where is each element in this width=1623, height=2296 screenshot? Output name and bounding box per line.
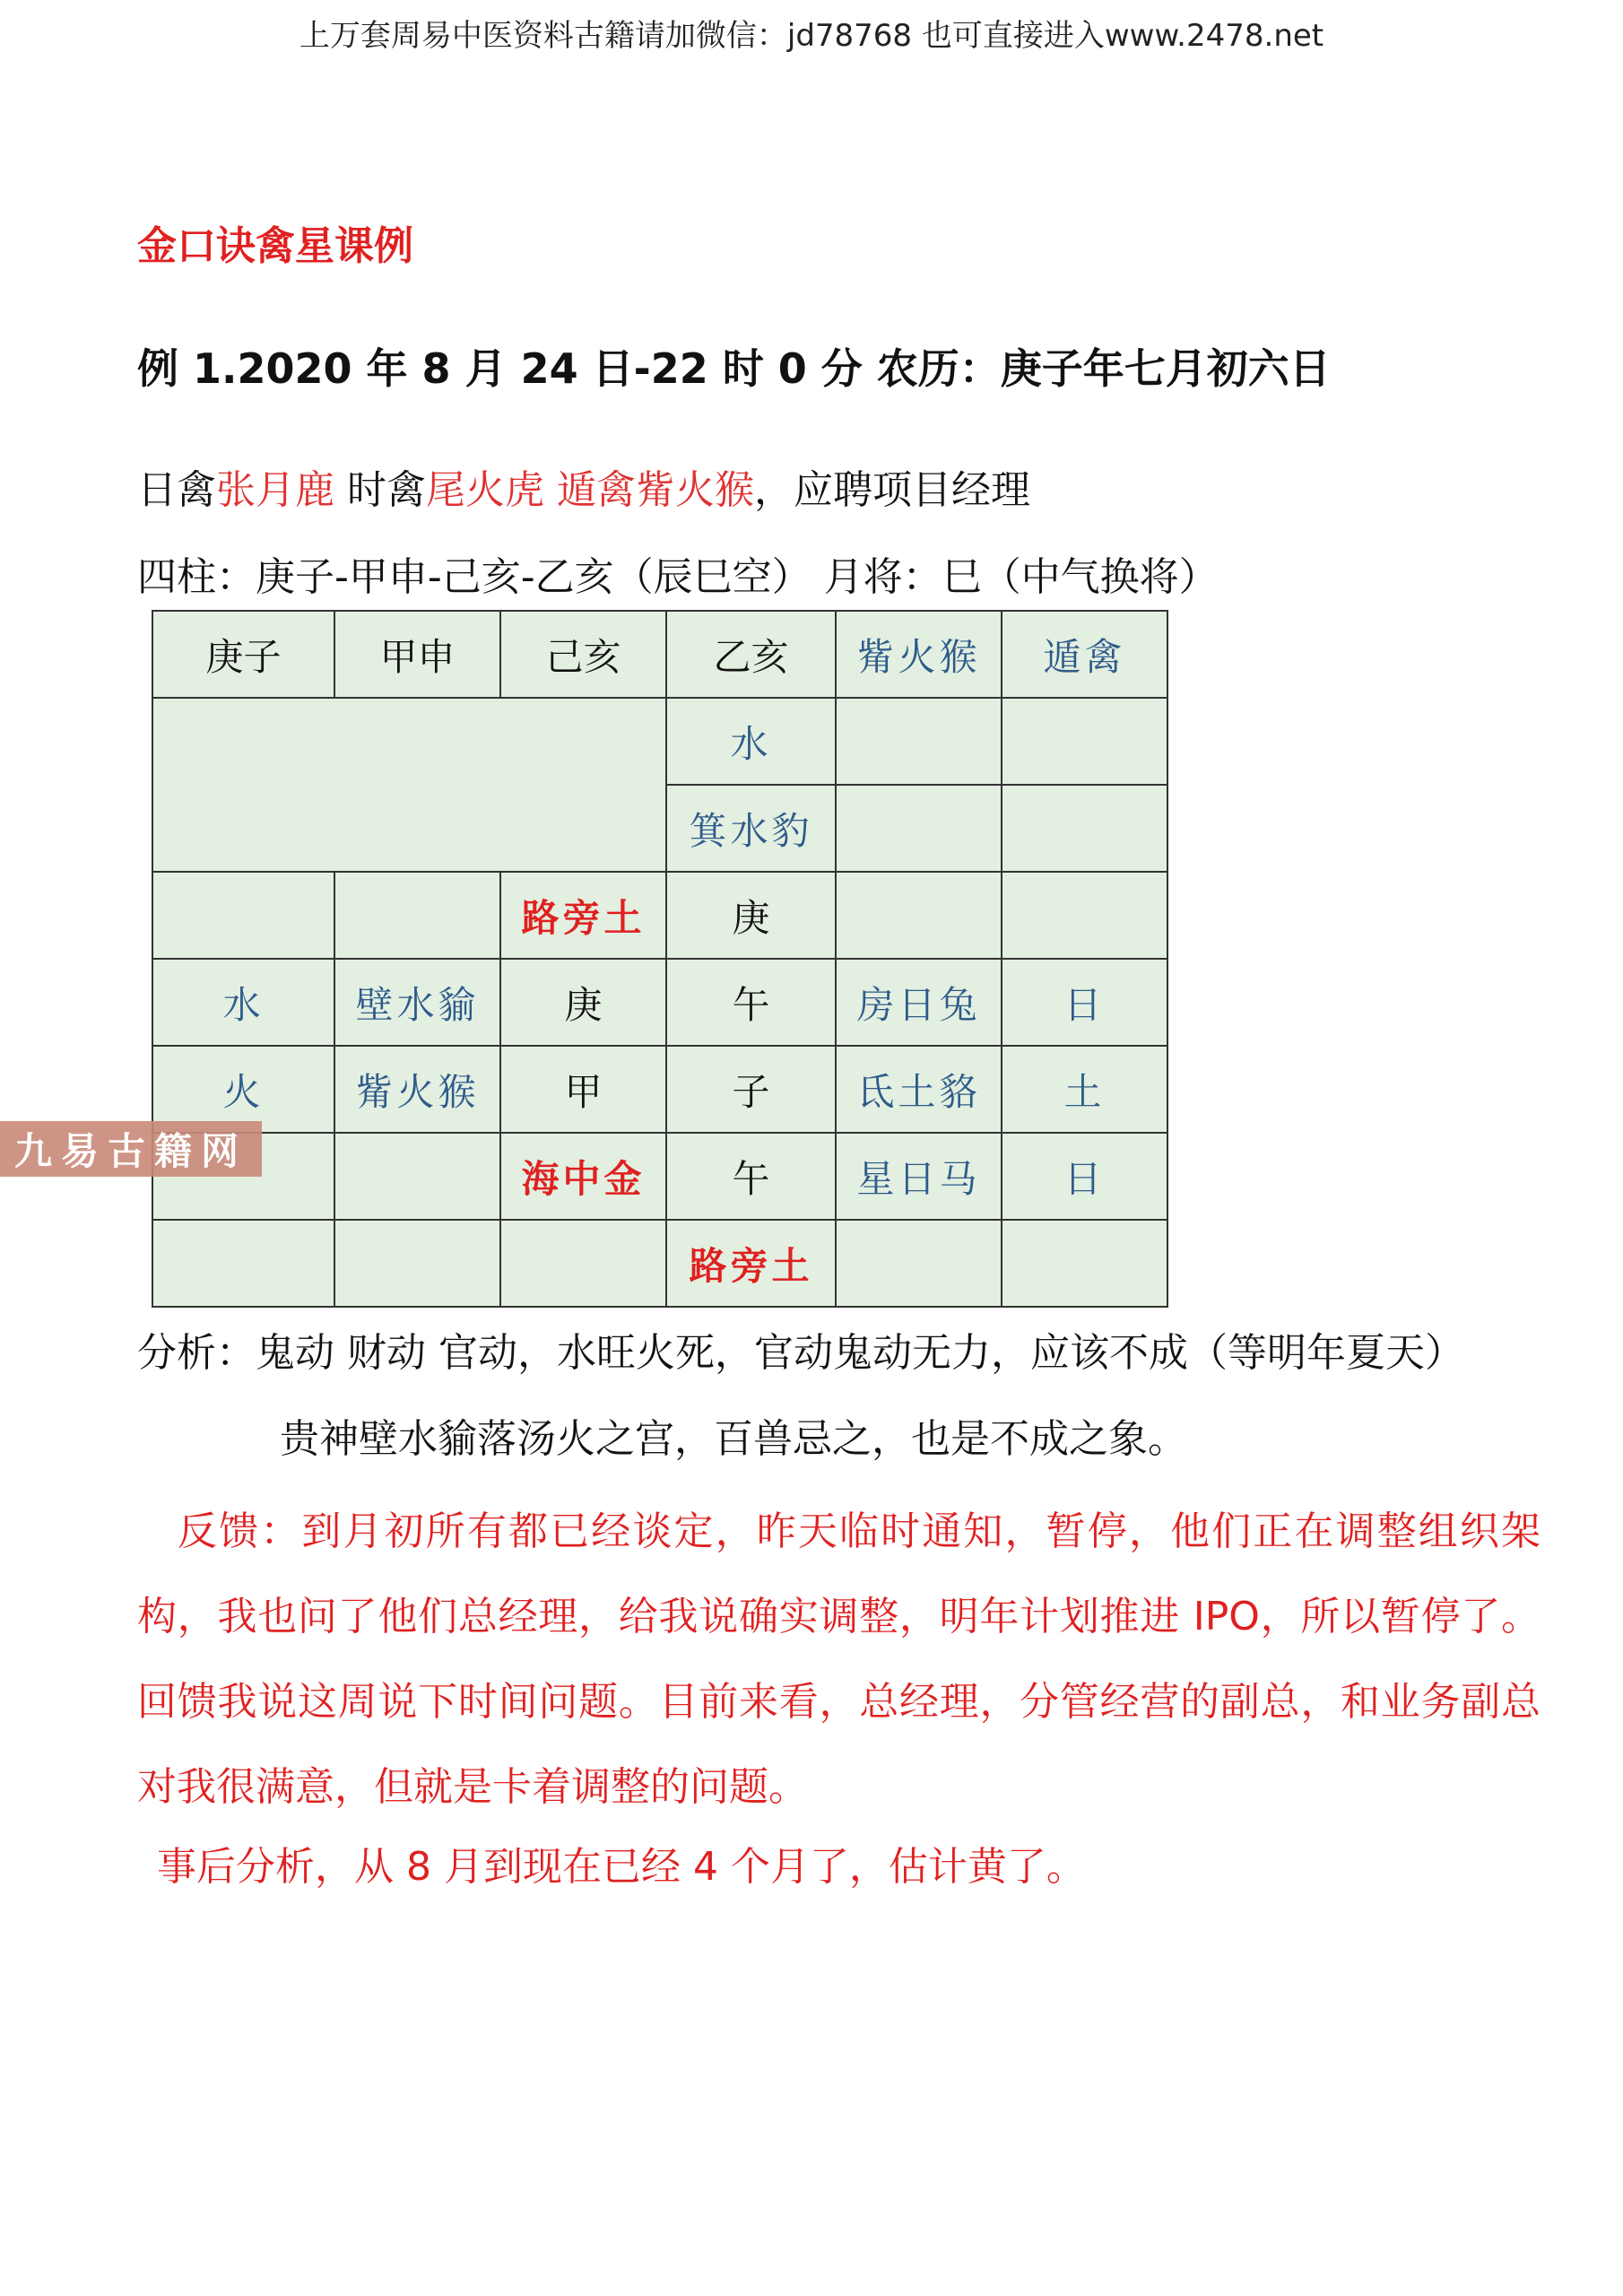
chart-row [152,872,1167,959]
chart-cell [1002,872,1167,959]
chart-cell: 午 [666,1133,836,1220]
chart-cell: 子 [666,1046,836,1133]
question-text: ，应聘项目经理 [754,467,1030,513]
chart-cell [334,872,500,959]
header-year: 庚子 [152,611,334,698]
chart-cell: 午 [666,959,836,1046]
analysis-line-2: 贵神壁水貐落汤火之宫，百兽忌之，也是不成之象。 [280,1416,1187,1462]
example-heading: 例 1.2020 年 8 月 24 日-22 时 0 分 农历：庚子年七月初六日 [137,344,1331,393]
chart-cell: 土 [1002,1046,1167,1133]
chart-cell: 星日马 [836,1133,1002,1220]
chart-cell [1002,785,1167,872]
chart-cell [836,698,1002,785]
chart-row [152,959,1167,1046]
chart-cell: 路旁土 [666,1220,836,1307]
header-hour: 乙亥 [666,611,836,698]
chart-cell [500,1220,666,1307]
chart-row [152,1046,1167,1133]
hour-star-label: 时禽 [334,467,426,513]
chart-cell [152,1220,334,1307]
site-watermark: 九易古籍网 [0,1121,262,1177]
chart-cell: 房日兔 [836,959,1002,1046]
divination-chart [152,610,1168,1308]
chart-cell [334,1133,500,1220]
analysis-line-1: 分析：鬼动 财动 官动，水旺火死，官动鬼动无力，应该不成（等明年夏天） [137,1330,1464,1376]
chart-cell: 壁水貐 [334,959,500,1046]
chart-cell: 觜火猴 [334,1046,500,1133]
chart-cell [836,785,1002,872]
header-day: 己亥 [500,611,666,698]
chart-cell: 箕水豹 [666,785,836,872]
four-pillars-line: 四柱：庚子-甲申-己亥-乙亥（辰巳空） 月将：巳（中气换将） [137,554,1219,600]
chart-header-row [152,611,1167,698]
chart-cell [1002,698,1167,785]
chart-cell: 日 [1002,1133,1167,1220]
post-analysis-line: 事后分析，从 8 月到现在已经 4 个月了，估计黄了。 [157,1844,1086,1890]
chart-cell [836,1220,1002,1307]
chart-cell: 日 [1002,959,1167,1046]
document-title: 金口诀禽星课例 [137,223,413,269]
chart-cell: 甲 [500,1046,666,1133]
day-star-value: 张月鹿 [216,467,334,513]
chart-cell: 路旁土 [500,872,666,959]
chart-cell [1002,1220,1167,1307]
chart-row [152,1133,1167,1220]
page-header-notice: 上万套周易中医资料古籍请加微信：jd78768 也可直接进入www.2478.net [299,18,1324,54]
day-star-label: 日禽 [137,467,216,513]
chart-cell: 氐土貉 [836,1046,1002,1133]
chart-cell: 庚 [500,959,666,1046]
chart-cell: 水 [666,698,836,785]
star-summary-line [137,457,1030,515]
header-month: 甲申 [334,611,500,698]
chart-cell [152,872,334,959]
hour-star-value: 尾火虎 [426,467,544,513]
header-hidden-star: 遁禽 [1002,611,1167,698]
chart-cell [334,1220,500,1307]
chart-cell: 水 [152,959,334,1046]
feedback-paragraph: 反馈：到月初所有都已经谈定，昨天临时通知，暂停，他们正在调整组织架构，我也问了他们总经理，给我说确实调整，明年计划推进 IPO，所以暂停了。回馈我说这周说下时间问题。目前来看，总经理，分管经营的副总，和业务副总对我很满意，但就是卡着调整的问题。 [137,1509,1541,1810]
chart-row [152,1220,1167,1307]
chart-cell [836,872,1002,959]
header-star: 觜火猴 [836,611,1002,698]
chart-cell: 海中金 [500,1133,666,1220]
hidden-star-value: 遁禽觜火猴 [544,467,754,513]
chart-cell: 庚 [666,872,836,959]
chart-merged-empty-cell [152,698,666,872]
chart-cell: 火 [152,1046,334,1133]
chart-row [152,698,1167,785]
